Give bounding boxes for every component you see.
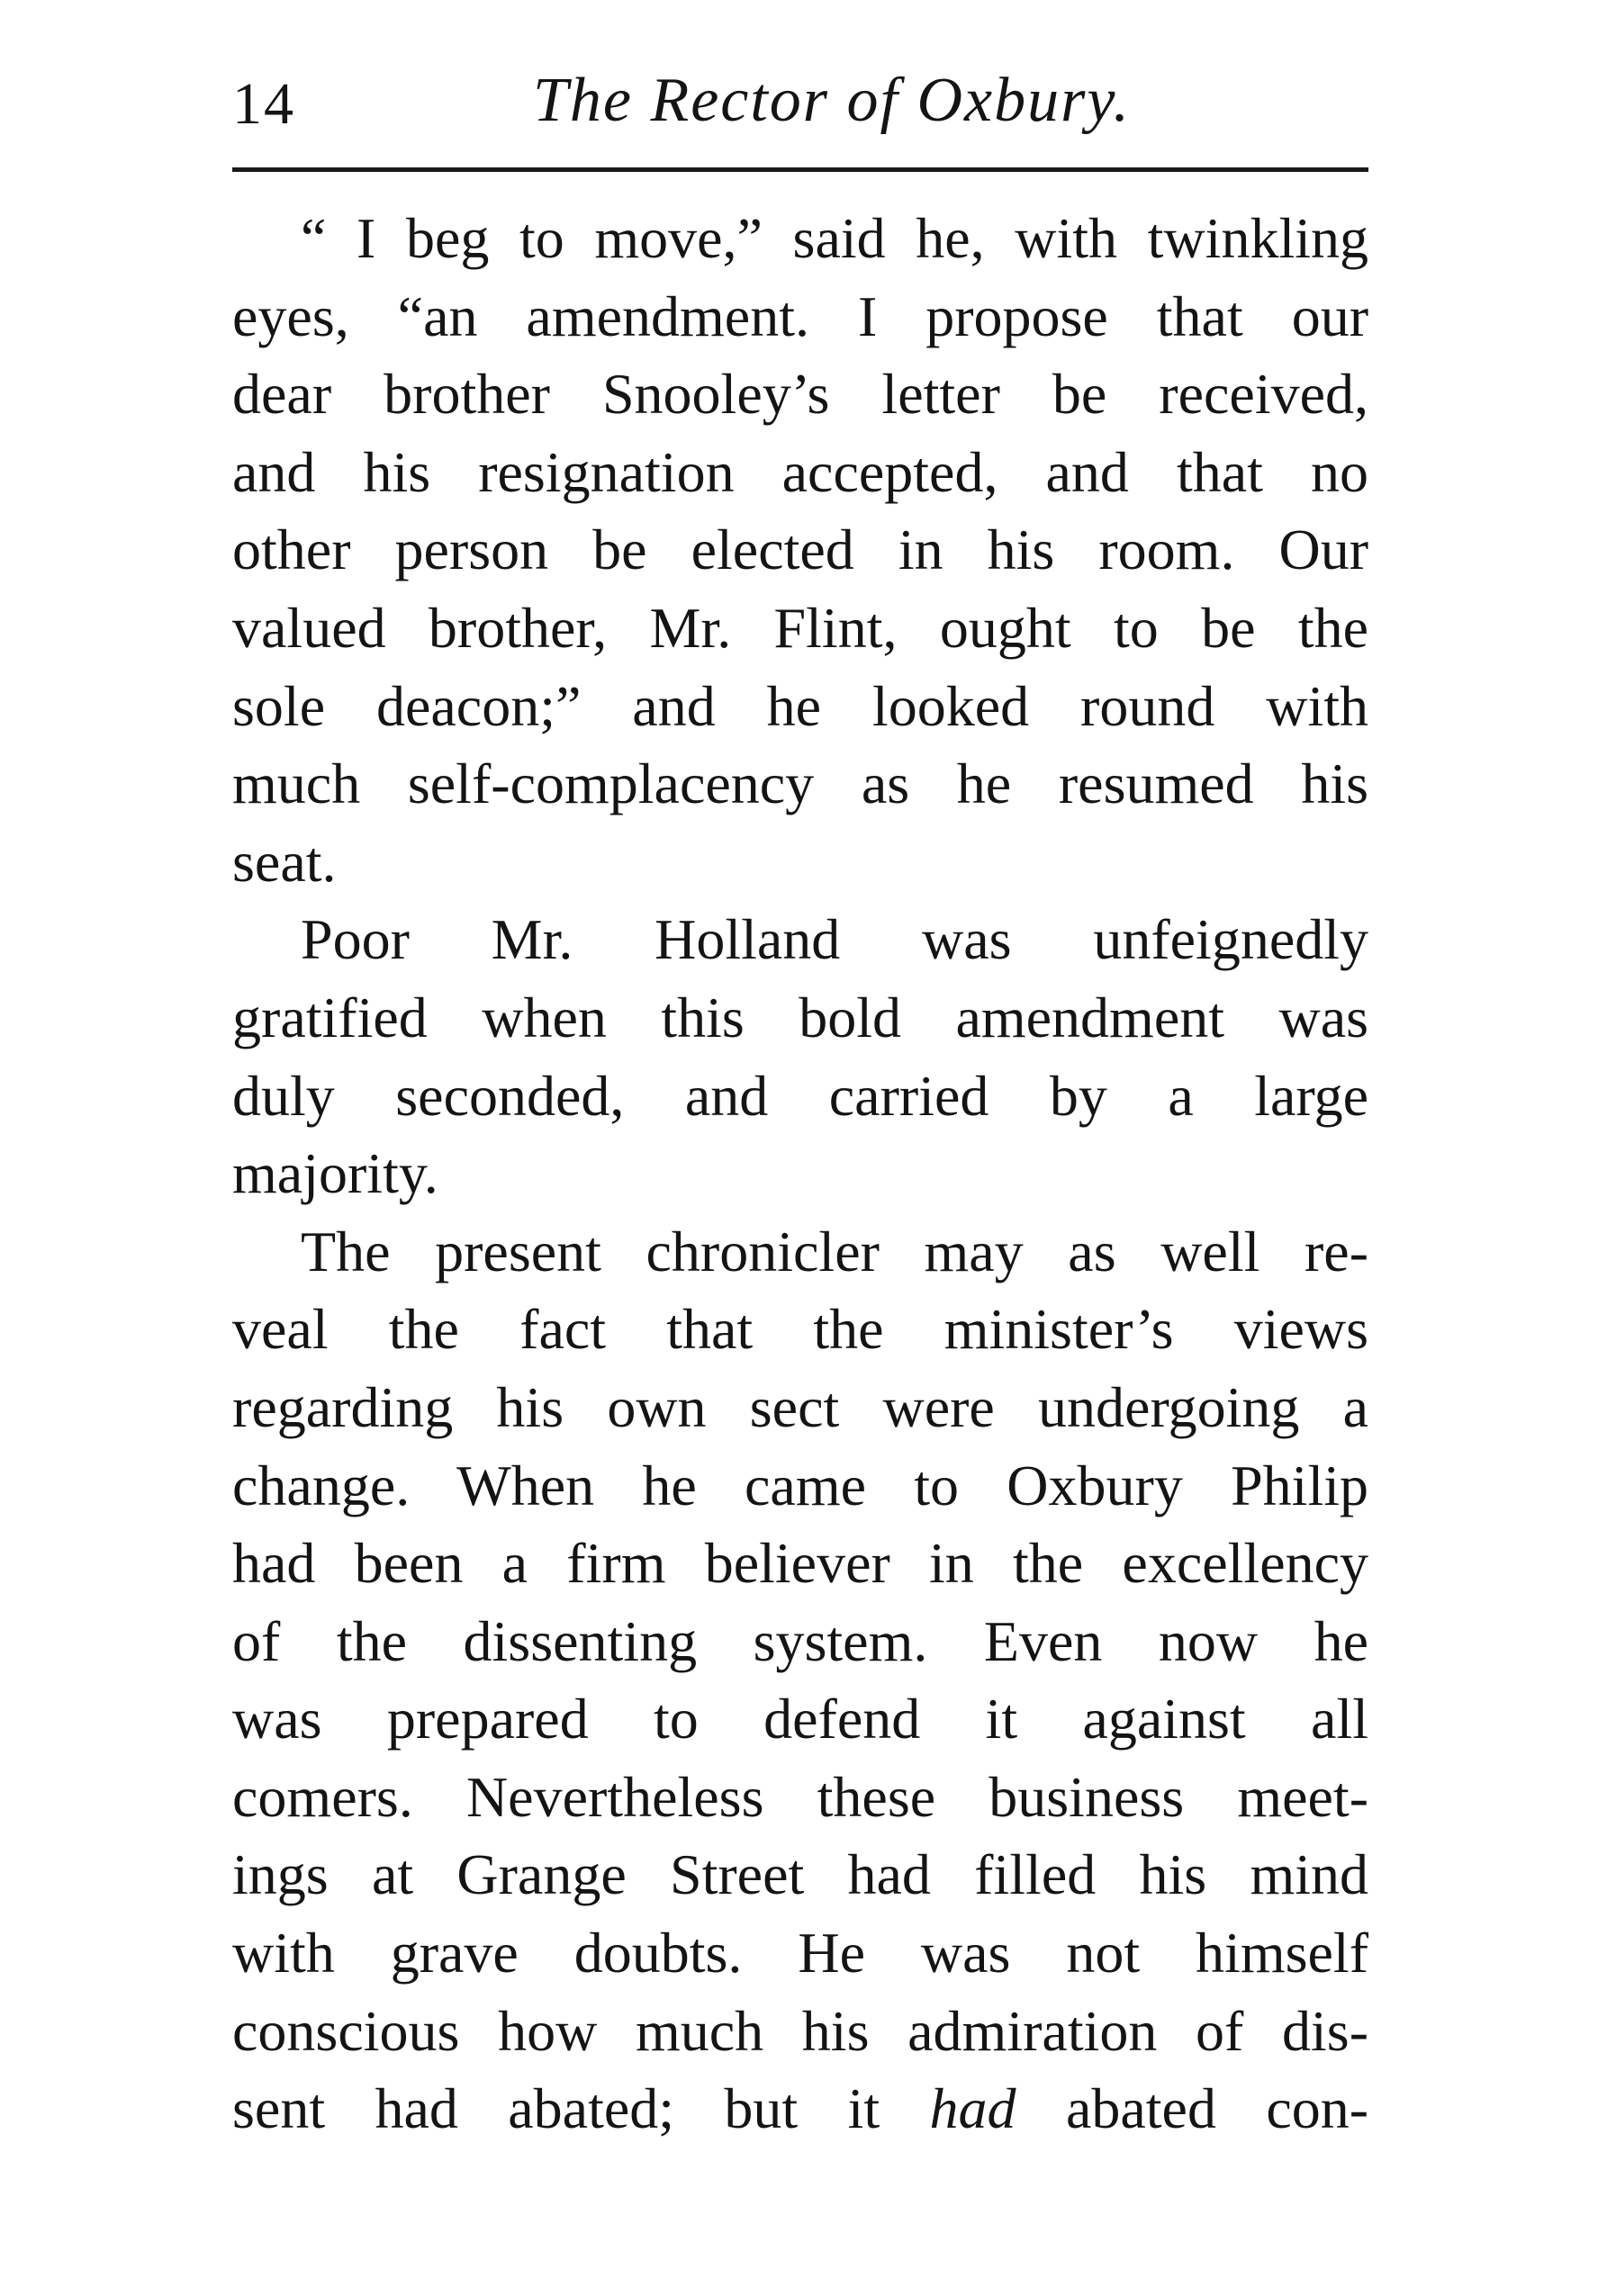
body-text — [232, 200, 1368, 2148]
text-line: comers. Nevertheless these business meet- — [232, 1764, 1368, 1829]
text-line: conscious how much his admiration of dis- — [232, 1998, 1368, 2063]
text-line: gratified when this bold amendment was — [232, 985, 1368, 1049]
text-line: The present chronicler may as well re- — [301, 1219, 1368, 1283]
text-segment: sent had abated; but it — [232, 2076, 880, 2141]
text-line: sole deacon;” and he looked round with — [232, 673, 1368, 738]
text-line: eyes, “an amendment. I propose that our — [232, 284, 1368, 348]
running-title: The Rector of Oxbury. — [532, 66, 1132, 135]
text-line: and his resignation accepted, and that no — [232, 439, 1368, 504]
text-line: much self-complacency as he resumed his — [232, 752, 1368, 816]
text-line: with grave doubts. He was not himself — [232, 1921, 1368, 1985]
text-segment: abated con- — [1065, 2076, 1369, 2141]
text-line: ings at Grange Street had filled his mind — [232, 1842, 1368, 1907]
text-line: regarding his own sect were undergoing a — [232, 1374, 1368, 1439]
header-rule — [232, 167, 1368, 172]
text-line: was prepared to defend it against all — [232, 1687, 1368, 1751]
text-line: seat. — [232, 829, 337, 894]
text-line: “ I beg to move,” said he, with twinkling — [301, 206, 1368, 270]
text-line: had been a firm believer in the excellency — [232, 1531, 1368, 1596]
italic-word: had — [929, 2076, 1016, 2141]
text-line: dear brother Snooley’s letter be received, — [232, 362, 1368, 427]
text-line: valued brother, Mr. Flint, ought to be the — [232, 595, 1368, 660]
page-number: 14 — [232, 71, 295, 137]
page-header — [232, 61, 1368, 151]
text-line: majority. — [232, 1141, 438, 1206]
text-line: veal the fact that the minister’s views — [232, 1297, 1368, 1362]
text-line: duly seconded, and carried by a large — [232, 1063, 1368, 1128]
text-line: of the dissenting system. Even now he — [232, 1608, 1368, 1673]
text-line: Poor Mr. Holland was unfeignedly — [301, 907, 1368, 972]
text-line-final — [232, 2070, 1368, 2148]
text-line: other person be elected in his room. Our — [232, 518, 1368, 582]
text-line: change. When he came to Oxbury Philip — [232, 1453, 1368, 1517]
